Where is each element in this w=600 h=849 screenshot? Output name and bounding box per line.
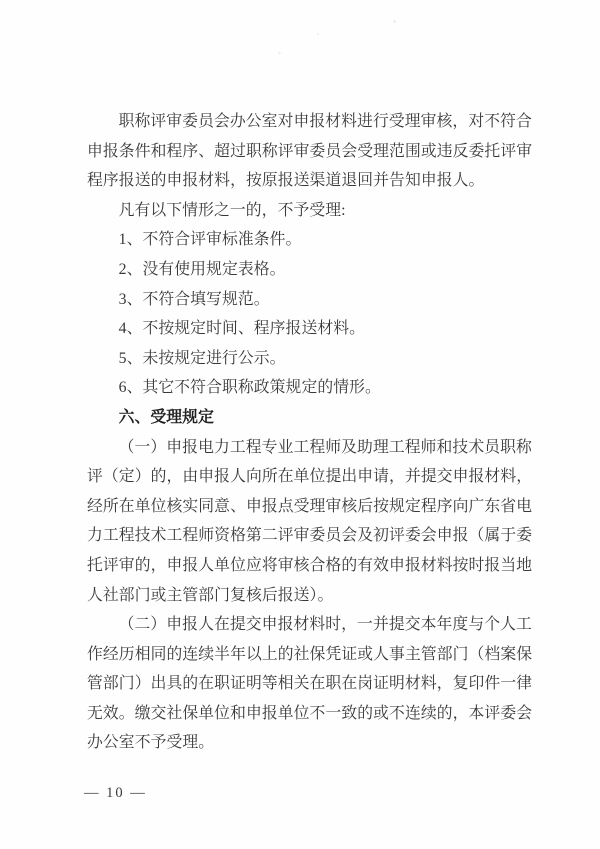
scan-speck <box>317 33 319 35</box>
document-text-line: 无效。缴交社保单位和申报单位不一致的或不连续的，本评委会 <box>87 704 533 722</box>
document-text-line: 4、不按规定时间、程序报送材料。 <box>118 320 366 338</box>
document-text-line: 6、其它不符合职称政策规定的情形。 <box>118 379 381 397</box>
document-text-line: 1、不符合评审标准条件。 <box>118 231 302 249</box>
section-heading-line: 六、受理规定 <box>118 408 214 426</box>
document-body <box>87 107 533 758</box>
document-text-line: 3、不符合填写规范。 <box>118 290 270 308</box>
page-number: — 10 — <box>84 785 147 801</box>
document-text-line: 5、未按规定进行公示。 <box>118 349 286 367</box>
document-text-line: 托评审的，申报人单位应将审核合格的有效申报材料按时报当地 <box>87 556 533 574</box>
scan-speck <box>393 20 396 23</box>
scan-speck <box>278 52 281 54</box>
document-text-line: 力工程技术工程师资格第二评审委员会及初评委会申报（属于委 <box>87 527 533 545</box>
document-text-line: 办公室不予受理。 <box>87 734 215 752</box>
document-text-line: 职称评审委员会办公室对申报材料进行受理审核，对不符合 <box>118 113 532 130</box>
document-text-line: 人社部门或主管部门复核后报送）。 <box>87 586 334 604</box>
document-text-line: 管部门）出具的在职证明等相关在职在岗证明材料，复印件一律 <box>87 675 533 693</box>
document-text-line: （二）申报人在提交申报材料时，一并提交本年度与个人工 <box>118 616 532 634</box>
document-text-line: 经所在单位核实同意、申报点受理审核后按规定程序向广东省电 <box>87 497 533 515</box>
document-text-line: 2、没有使用规定表格。 <box>118 260 286 278</box>
document-text-line: 作经历相同的连续半年以上的社保凭证或人事主管部门（档案保 <box>87 645 533 663</box>
document-text-line: 程序报送的申报材料，按原报送渠道退回并告知申报人。 <box>87 172 485 190</box>
document-text-line: 申报条件和程序、超过职称评审委员会受理范围或违反委托评审 <box>87 142 533 160</box>
document-text-line: 评（定）的，由申报人向所在单位提出申请，并提交申报材料， <box>87 468 533 486</box>
document-text-line: 凡有以下情形之一的，不予受理: <box>118 201 346 219</box>
document-text-line: （一）申报电力工程专业工程师及助理工程师和技术员职称 <box>118 438 532 456</box>
